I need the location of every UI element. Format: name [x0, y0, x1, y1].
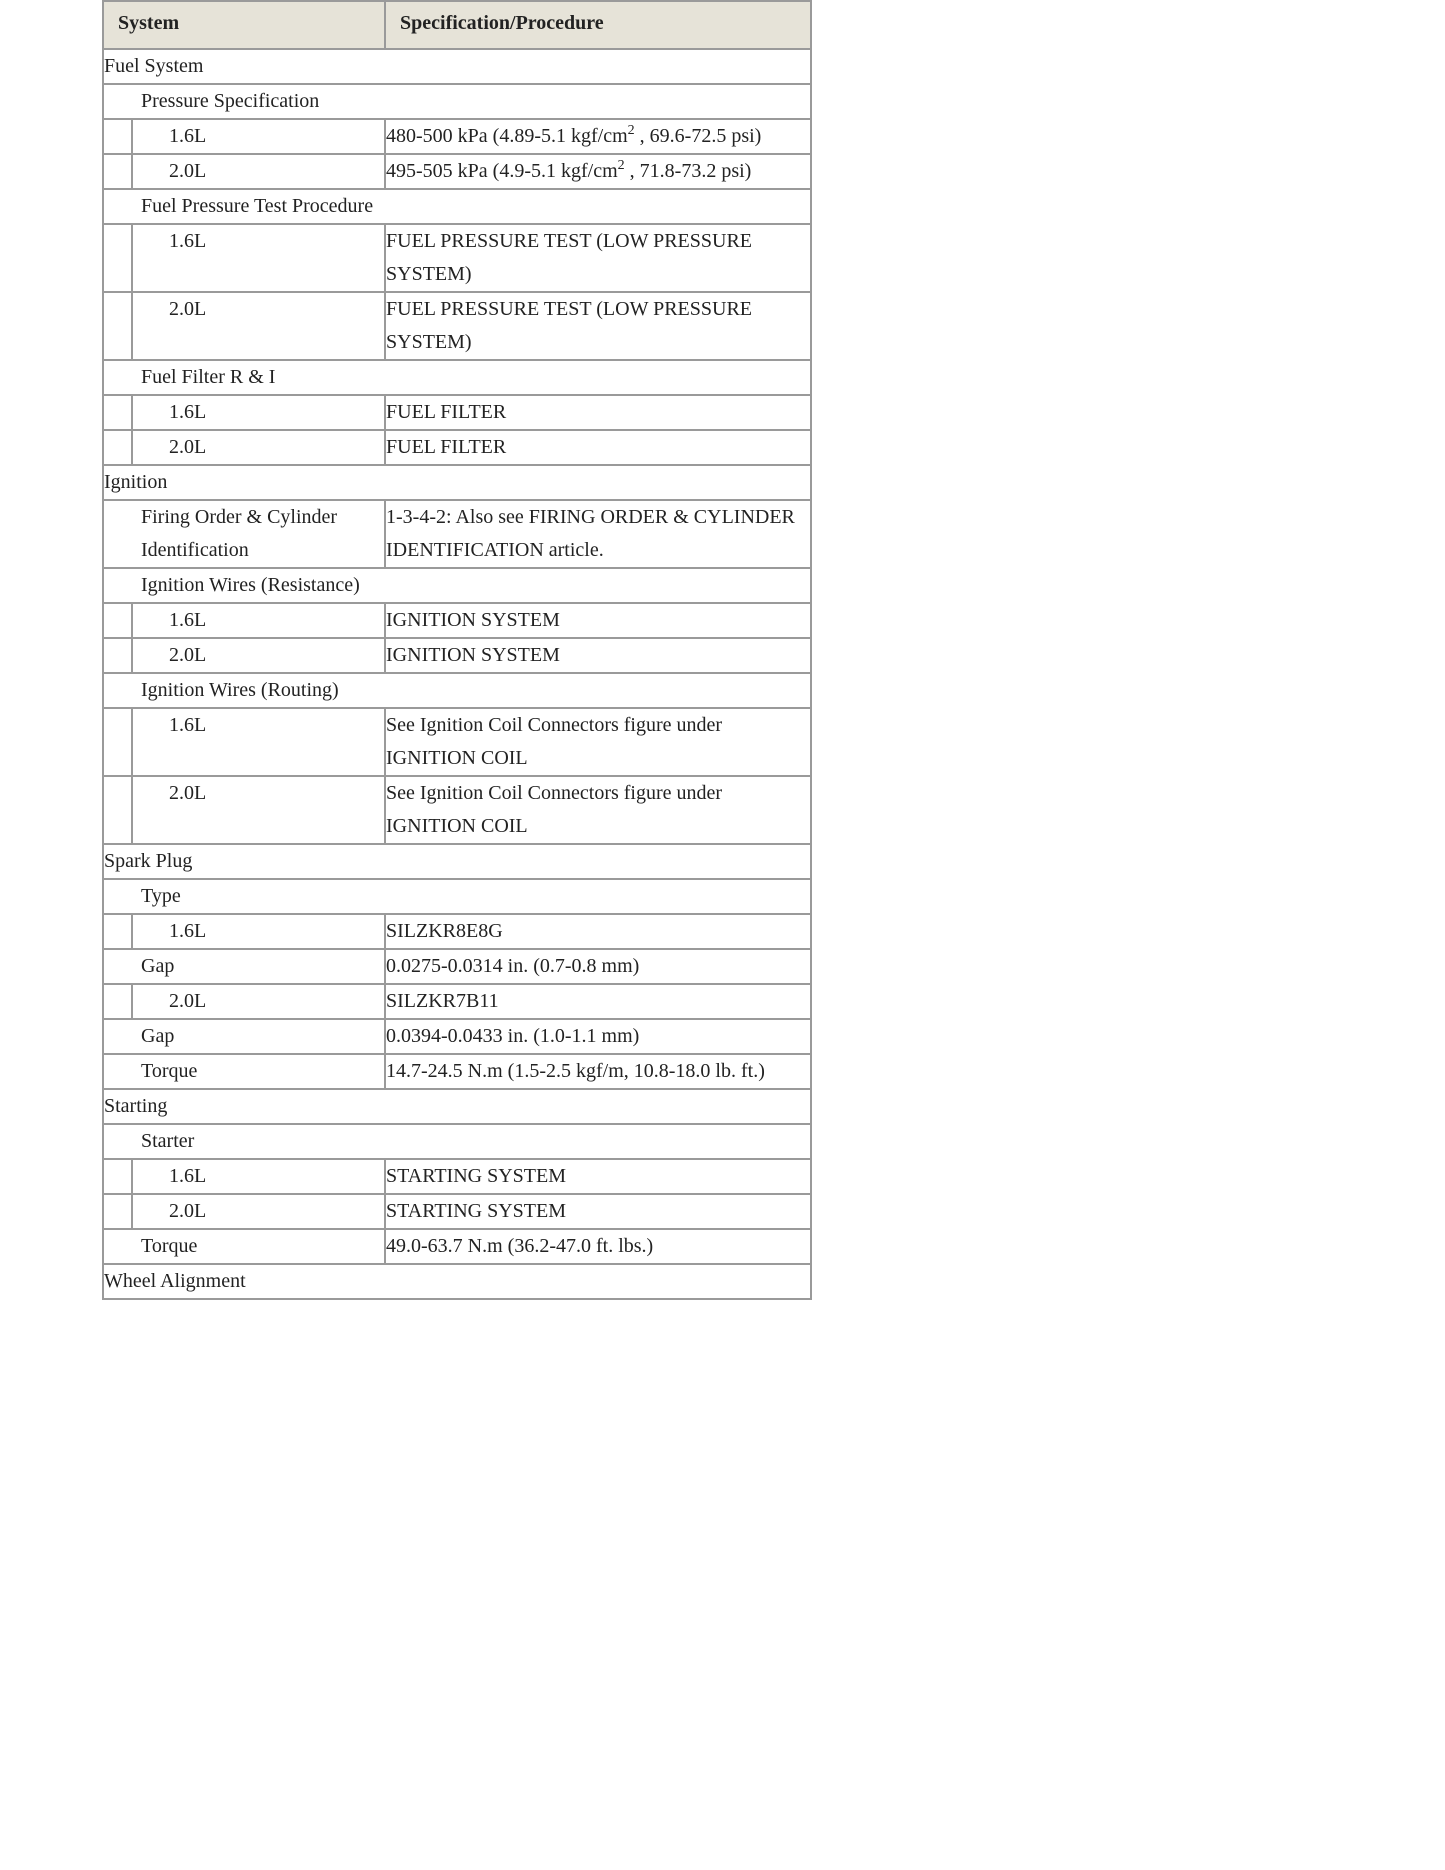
subsection-label: Ignition Wires (Resistance) — [103, 568, 811, 603]
table-row — [103, 465, 811, 500]
spec-value — [385, 708, 811, 776]
indent-cell — [103, 708, 132, 776]
subsection-label: Ignition Wires (Routing) — [103, 673, 811, 708]
table-row — [103, 189, 811, 224]
table-row — [103, 1229, 811, 1264]
spec-value — [385, 1159, 811, 1194]
subsection-label: Firing Order & Cylinder Identification — [103, 500, 385, 568]
table-row — [103, 984, 811, 1019]
engine-label: 1.6L — [132, 224, 385, 292]
table-row — [103, 638, 811, 673]
spec-value — [385, 292, 811, 360]
spec-value-text: 14.7-24.5 N.m (1.5-2.5 kgf/m, 10.8-18.0 lb. ft.) — [386, 1060, 765, 1082]
indent-cell — [103, 119, 132, 154]
subsection-label: Pressure Specification — [103, 84, 811, 119]
spec-value-text: 480-500 kPa (4.89-5.1 kgf/cm — [386, 125, 628, 147]
spec-value-text: IGNITION SYSTEM — [386, 644, 560, 666]
engine-label: 2.0L — [132, 1194, 385, 1229]
spec-value-text-continued: , 69.6-72.5 psi) — [634, 125, 762, 147]
spec-value-text: 1-3-4-2: Also see FIRING ORDER & CYLINDER IDENTIFICATION article. — [386, 506, 795, 561]
spec-value-text: FUEL PRESSURE TEST (LOW PRESSURE SYSTEM) — [386, 230, 753, 285]
spec-value — [385, 776, 811, 844]
table-row — [103, 395, 811, 430]
indent-cell — [103, 395, 132, 430]
indent-cell — [103, 603, 132, 638]
engine-label: 1.6L — [132, 603, 385, 638]
table-row — [103, 49, 811, 84]
spec-value — [385, 1019, 811, 1054]
spec-value — [385, 500, 811, 568]
spec-value-text: 495-505 kPa (4.9-5.1 kgf/cm — [386, 160, 618, 182]
spec-value-text-continued: , 71.8-73.2 psi) — [624, 160, 752, 182]
table-row — [103, 430, 811, 465]
superscript: 2 — [627, 123, 635, 138]
table-row — [103, 1089, 811, 1124]
table-header-row — [103, 1, 811, 49]
spec-value-text: See Ignition Coil Connectors figure under IGNITION COIL — [386, 714, 723, 769]
table-row — [103, 224, 811, 292]
engine-label: 1.6L — [132, 708, 385, 776]
table-row — [103, 776, 811, 844]
indent-cell — [103, 154, 132, 189]
table-row — [103, 500, 811, 568]
engine-label: 1.6L — [132, 914, 385, 949]
spec-value — [385, 1194, 811, 1229]
engine-label: 2.0L — [132, 154, 385, 189]
subsection-label: Gap — [103, 1019, 385, 1054]
spec-value — [385, 984, 811, 1019]
table-row — [103, 1054, 811, 1089]
subsection-label: Fuel Filter R & I — [103, 360, 811, 395]
spec-value — [385, 224, 811, 292]
table-row — [103, 708, 811, 776]
spec-value-text: 0.0394-0.0433 in. (1.0-1.1 mm) — [386, 1025, 640, 1047]
spec-value-text: FUEL FILTER — [386, 436, 507, 458]
subsection-label: Type — [103, 879, 811, 914]
section-heading: Wheel Alignment — [103, 1264, 811, 1299]
spec-value-text: FUEL PRESSURE TEST (LOW PRESSURE SYSTEM) — [386, 298, 753, 353]
column-header-system: System — [103, 1, 385, 49]
spec-value — [385, 638, 811, 673]
spec-value-text: 0.0275-0.0314 in. (0.7-0.8 mm) — [386, 955, 640, 977]
engine-label: 2.0L — [132, 292, 385, 360]
engine-label: 2.0L — [132, 638, 385, 673]
spec-value-text: FUEL FILTER — [386, 401, 507, 423]
subsection-label: Starter — [103, 1124, 811, 1159]
table-row — [103, 119, 811, 154]
indent-cell — [103, 224, 132, 292]
spec-value — [385, 430, 811, 465]
table-row — [103, 154, 811, 189]
spec-value — [385, 914, 811, 949]
subsection-label: Fuel Pressure Test Procedure — [103, 189, 811, 224]
table-row — [103, 844, 811, 879]
table-row — [103, 1124, 811, 1159]
indent-cell — [103, 776, 132, 844]
superscript: 2 — [617, 158, 625, 173]
indent-cell — [103, 914, 132, 949]
indent-cell — [103, 984, 132, 1019]
spec-value — [385, 603, 811, 638]
table-row — [103, 1264, 811, 1299]
table-row — [103, 360, 811, 395]
spec-value — [385, 154, 811, 189]
section-heading: Fuel System — [103, 49, 811, 84]
section-heading: Ignition — [103, 465, 811, 500]
spec-value — [385, 949, 811, 984]
spec-value-text: 49.0-63.7 N.m (36.2-47.0 ft. lbs.) — [386, 1235, 654, 1257]
engine-label: 2.0L — [132, 984, 385, 1019]
indent-cell — [103, 638, 132, 673]
spec-value-text: SILZKR8E8G — [386, 920, 503, 942]
table-row — [103, 1019, 811, 1054]
column-header-specification: Specification/Procedure — [385, 1, 811, 49]
table-row — [103, 949, 811, 984]
spec-value — [385, 1054, 811, 1089]
spec-value-text: IGNITION SYSTEM — [386, 609, 560, 631]
engine-label: 2.0L — [132, 776, 385, 844]
section-heading: Starting — [103, 1089, 811, 1124]
table-row — [103, 673, 811, 708]
indent-cell — [103, 1194, 132, 1229]
engine-label: 2.0L — [132, 430, 385, 465]
engine-label: 1.6L — [132, 395, 385, 430]
spec-value-text: STARTING SYSTEM — [386, 1200, 567, 1222]
subsection-label: Gap — [103, 949, 385, 984]
spec-value — [385, 395, 811, 430]
indent-cell — [103, 292, 132, 360]
subsection-label: Torque — [103, 1054, 385, 1089]
table-row — [103, 1159, 811, 1194]
indent-cell — [103, 1159, 132, 1194]
specification-table — [102, 0, 812, 1300]
indent-cell — [103, 430, 132, 465]
section-heading: Spark Plug — [103, 844, 811, 879]
spec-value — [385, 1229, 811, 1264]
spec-value-text: STARTING SYSTEM — [386, 1165, 567, 1187]
subsection-label: Torque — [103, 1229, 385, 1264]
spec-value — [385, 119, 811, 154]
table-row — [103, 1194, 811, 1229]
engine-label: 1.6L — [132, 119, 385, 154]
spec-value-text: SILZKR7B11 — [386, 990, 499, 1012]
table-row — [103, 292, 811, 360]
engine-label: 1.6L — [132, 1159, 385, 1194]
spec-value-text: See Ignition Coil Connectors figure under IGNITION COIL — [386, 782, 723, 837]
table-row — [103, 568, 811, 603]
table-body — [103, 49, 811, 1299]
table-row — [103, 84, 811, 119]
table-row — [103, 914, 811, 949]
table-row — [103, 879, 811, 914]
table-row — [103, 603, 811, 638]
